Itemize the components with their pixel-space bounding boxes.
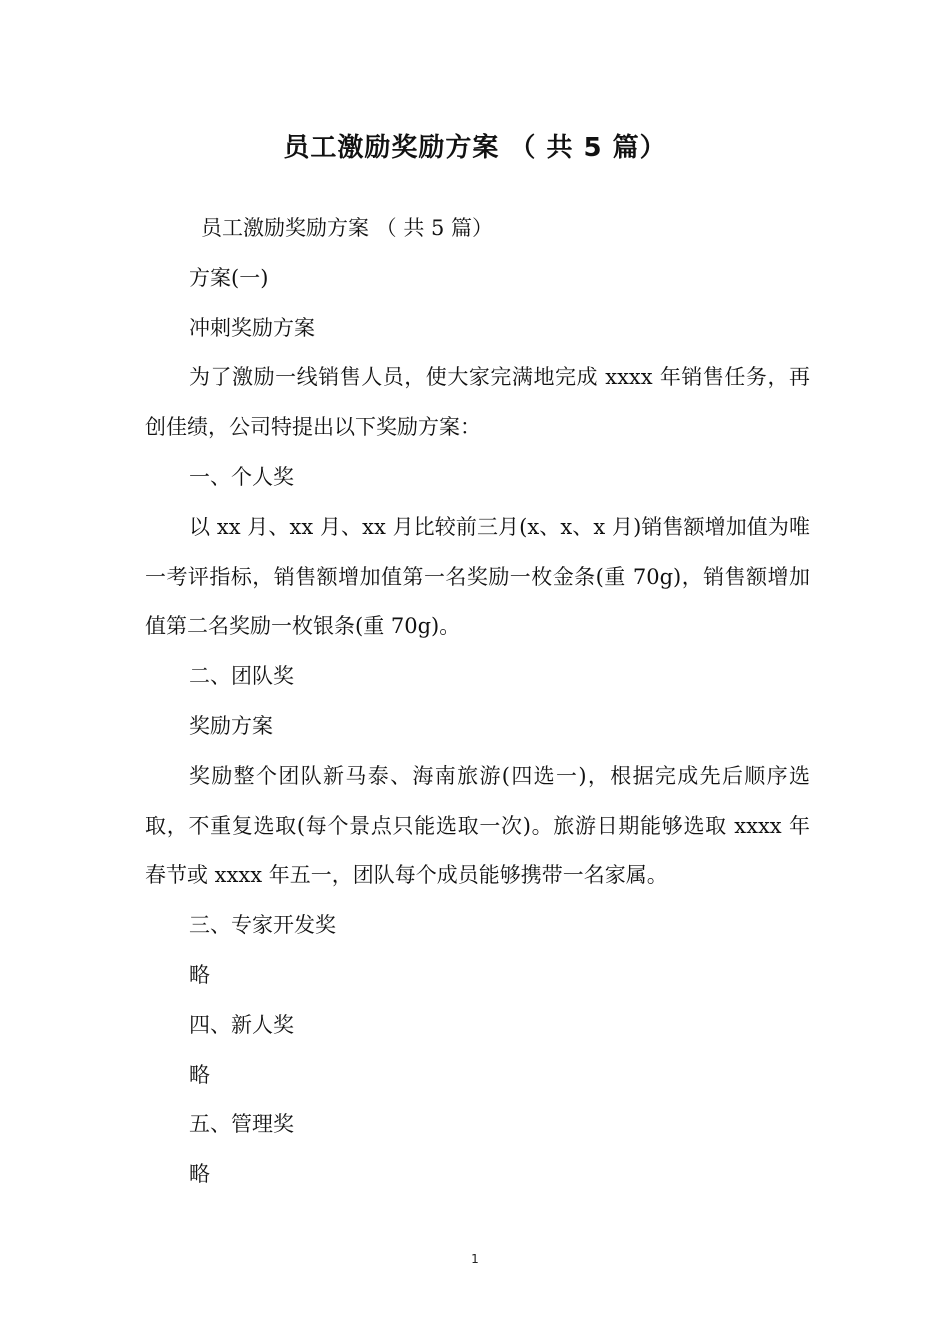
- omitted-text: 略: [189, 1162, 210, 1187]
- heading-expert-award: 三、专家开发奖: [189, 913, 336, 938]
- individual-award-paragraph: 以 xx 月、xx 月、xx 月比较前三月(x、x、x 月)销售额增加值为唯一考评指标，销售额增加值第一名奖励一枚金条(重 70g)，销售额增加值第二名奖励一枚银条(重 70g)。: [145, 514, 810, 639]
- intro-paragraph: 为了激励一线销售人员，使大家完满地完成 xxxx 年销售任务，再创佳绩，公司特提出以下奖励方案：: [145, 365, 810, 440]
- omitted-text: 略: [189, 1062, 210, 1087]
- heading-management-award: 五、管理奖: [189, 1112, 294, 1137]
- team-award-paragraph: 奖励整个团队新马泰、海南旅游(四选一)，根据完成先后顺序选取，不重复选取(每个景点只能选取一次)。旅游日期能够选取 xxxx 年春节或 xxxx 年五一，团队每个成员能够携带一名家属。: [145, 763, 810, 888]
- section-heading-plan-one: 方案(一): [189, 265, 269, 290]
- document-title: 员工激励奖励方案 （ 共 5 篇）: [283, 133, 667, 163]
- omitted-text: 略: [189, 962, 210, 987]
- subtitle-paragraph: 员工激励奖励方案 （ 共 5 篇）: [201, 216, 494, 240]
- page-number: 1: [471, 1252, 479, 1266]
- heading-team-award: 二、团队奖: [189, 664, 294, 689]
- heading-newcomer-award: 四、新人奖: [189, 1012, 294, 1037]
- heading-individual-award: 一、个人奖: [189, 464, 294, 489]
- section-heading-sprint-plan: 冲刺奖励方案: [189, 315, 315, 340]
- document-body: [145, 204, 810, 1200]
- heading-reward-plan: 奖励方案: [189, 713, 273, 738]
